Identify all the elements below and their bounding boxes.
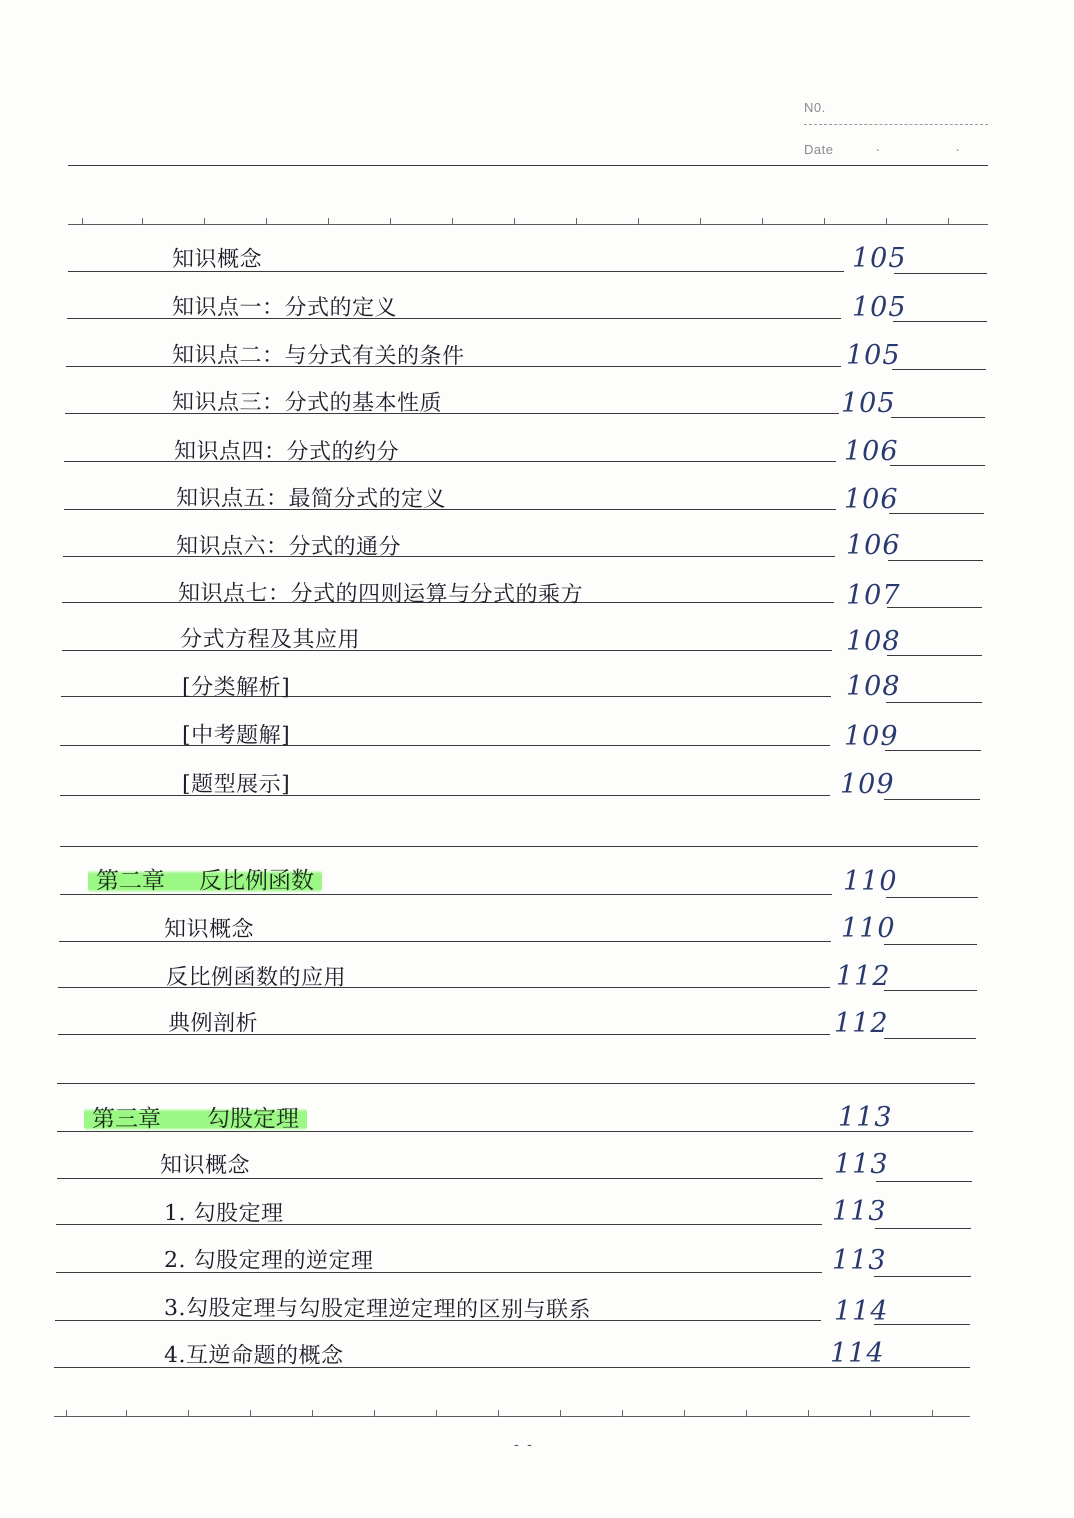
entry-line (60, 745, 830, 746)
chapter-2-highlight (88, 868, 322, 894)
page-line (886, 897, 978, 898)
entry-line (60, 795, 830, 796)
toc-entry: 知识概念 (160, 1153, 251, 1179)
page-line (875, 1228, 971, 1229)
entry-line (61, 696, 831, 697)
chapter-2-title: 反比例函数 (199, 868, 314, 894)
toc-page-number: 113 (832, 1196, 887, 1227)
chapter-2-heading (88, 862, 322, 895)
page-line (889, 513, 984, 514)
page-line (893, 321, 987, 322)
chapter-3-title: 勾股定理 (207, 1106, 299, 1132)
top-tick-marks (68, 218, 988, 226)
toc-page-number: 105 (846, 340, 901, 371)
toc-page-number: 112 (834, 1008, 889, 1039)
page-line (876, 1181, 972, 1182)
chapter-3-label: 第三章 (92, 1106, 161, 1132)
page-line (884, 990, 977, 991)
page-line (894, 273, 987, 274)
page-line (887, 655, 982, 656)
chapter-3-page-number: 113 (838, 1102, 893, 1133)
toc-page-number: 114 (834, 1296, 889, 1327)
number-dashed-line (804, 124, 988, 125)
chapter-3-heading (84, 1100, 307, 1133)
page-line (887, 607, 982, 608)
toc-entry: 知识点五：最简分式的定义 (176, 486, 447, 513)
toc-entry: 3.勾股定理与勾股定理逆定理的区别与联系 (164, 1296, 592, 1323)
toc-entry: 2. 勾股定理的逆定理 (164, 1248, 374, 1274)
toc-page-number: 108 (846, 671, 901, 702)
chapter-3-highlight (84, 1106, 307, 1132)
date-separators: . . (876, 138, 996, 154)
toc-page-number: 112 (836, 961, 891, 992)
toc-page-number: 108 (846, 626, 901, 657)
section-divider (57, 1083, 975, 1084)
toc-entry: 分式方程及其应用 (180, 627, 361, 653)
toc-page-number: 113 (834, 1149, 889, 1180)
toc-page-number: 106 (846, 530, 901, 561)
toc-entry: 典例剖析 (168, 1011, 259, 1037)
footer-mark: - - (514, 1437, 534, 1453)
chapter-2-page-number: 110 (843, 866, 898, 897)
page-line (884, 944, 977, 945)
toc-page-number: 110 (841, 913, 896, 944)
header-rule (68, 165, 988, 166)
page-line (892, 369, 986, 370)
page-line (885, 750, 981, 751)
toc-entry: [中考题解] (182, 723, 291, 749)
toc-entry: 反比例函数的应用 (166, 965, 347, 991)
toc-entry: [分类解析] (182, 675, 291, 701)
page-line (874, 1276, 971, 1277)
toc-page-number: 114 (830, 1338, 885, 1369)
page-line (886, 702, 982, 703)
page-line (891, 417, 985, 418)
number-label: N0. (804, 100, 826, 115)
chapter-2-label: 第二章 (96, 868, 165, 894)
page-line (888, 560, 983, 561)
entry-line (62, 650, 832, 651)
toc-page-number: 109 (840, 769, 895, 800)
toc-page-number: 106 (844, 436, 899, 467)
toc-entry: 知识点七：分式的四则运算与分式的乘方 (178, 581, 584, 608)
toc-page-number: 107 (846, 580, 901, 611)
toc-entry: 知识点三：分式的基本性质 (172, 390, 443, 417)
toc-entry: 4.互逆命题的概念 (164, 1343, 344, 1369)
toc-page-number: 105 (852, 243, 907, 274)
toc-page-number: 105 (841, 388, 896, 419)
toc-entry: 知识点六：分式的通分 (176, 534, 402, 560)
page-line (890, 465, 985, 466)
toc-entry: 1. 勾股定理 (164, 1201, 284, 1227)
toc-entry: 知识点二：与分式有关的条件 (172, 343, 465, 370)
page-line (884, 799, 980, 800)
toc-page-number: 106 (844, 484, 899, 515)
toc-entry: 知识点四：分式的约分 (174, 439, 400, 465)
page-line (884, 1038, 976, 1039)
toc-page-number: 105 (852, 292, 907, 323)
toc-entry: 知识点一：分式的定义 (172, 295, 398, 321)
toc-entry: [题型展示] (182, 772, 291, 798)
section-divider (60, 846, 978, 847)
bottom-tick-marks (54, 1410, 970, 1418)
date-label: Date (804, 142, 834, 157)
toc-page-number: 109 (844, 721, 899, 752)
toc-entry: 知识概念 (164, 917, 255, 943)
toc-entry: 知识概念 (172, 247, 263, 273)
toc-page-number: 113 (832, 1245, 887, 1276)
